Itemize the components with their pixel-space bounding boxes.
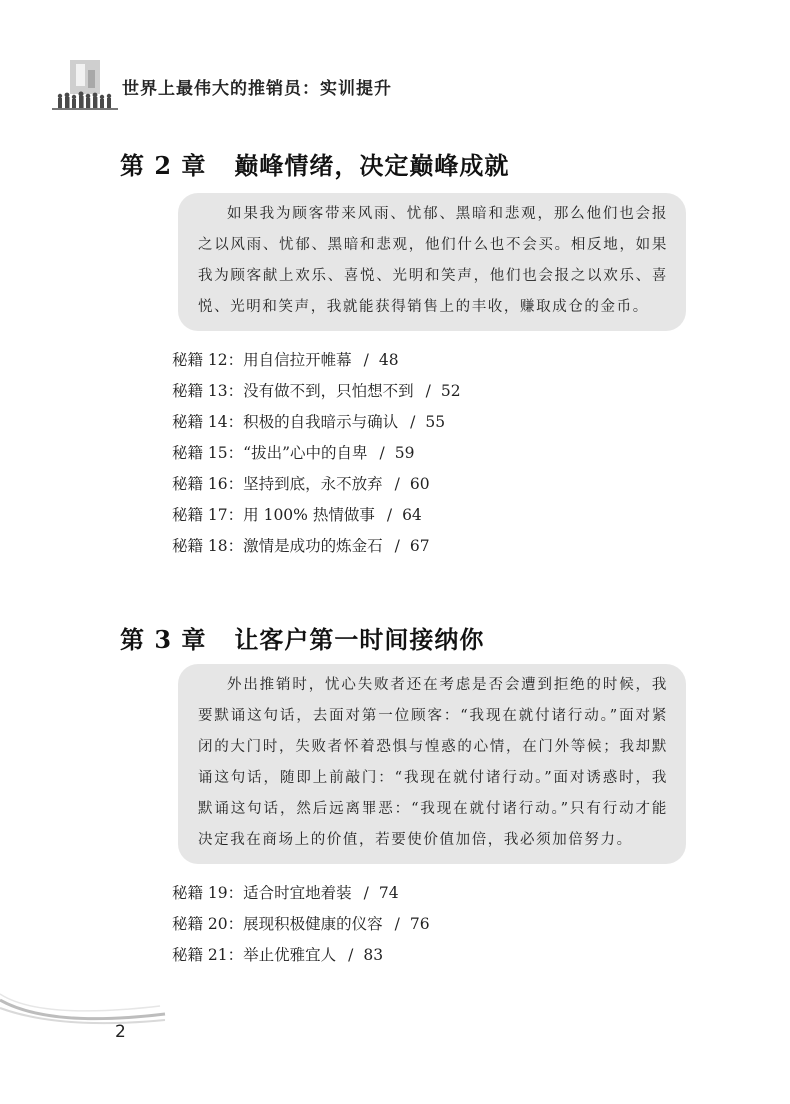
toc-entry[interactable]: 秘籍 14：积极的自我暗示与确认 / 55 — [172, 413, 446, 431]
chapter-2-toc — [172, 345, 461, 562]
toc-entry[interactable]: 秘籍 18：激情是成功的炼金石 / 67 — [172, 537, 430, 555]
toc-entry[interactable]: 秘籍 16：坚持到底，永不放弃 / 60 — [172, 475, 430, 493]
toc-entry-page: 60 — [409, 475, 430, 493]
chapter-3-quote: 外出推销时，忧心失败者还在考虑是否会遭到拒绝的时候，我要默诵这句话，去面对第一位顾客：“我现在就付诸行动。”面对紧闭的大门时，失败者怀着恐惧与惶惑的心情，在门外等候；我却默诵这句话，随即上前敲门：“我现在就付诸行动。”面对诱惑时，我默诵这句话，然后远离罪恶：“我现在就付诸行动。”只有行动才能决定我在商场上的价值，若要使价值加倍，我必须加倍努力。 — [198, 677, 668, 848]
chapter-3-quote-box — [178, 664, 686, 864]
toc-entry-page: 64 — [402, 506, 422, 524]
toc-entry-page: 67 — [409, 537, 430, 555]
chapter-2-number: 第 2 章 — [120, 151, 207, 180]
toc-entry-label: 秘籍 19：适合时宜地着装 — [172, 884, 352, 902]
header-crowd-logo — [52, 60, 122, 112]
chapter-2-quote-box — [178, 193, 686, 331]
toc-entry-label: 秘籍 18：激情是成功的炼金石 — [172, 537, 383, 555]
toc-entry[interactable]: 秘籍 17：用 100% 热情做事 / 64 — [172, 506, 422, 524]
chapter-3-title: 让客户第一时间接纳你 — [234, 625, 485, 654]
toc-entry-label: 秘籍 14：积极的自我暗示与确认 — [172, 413, 399, 431]
toc-entry-page: 74 — [378, 884, 399, 902]
toc-entry[interactable]: 秘籍 20：展现积极健康的仪容 / 76 — [172, 915, 430, 933]
toc-entry-page: 55 — [425, 413, 446, 431]
toc-entry[interactable]: 秘籍 19：适合时宜地着装 / 74 — [172, 884, 399, 902]
toc-entry-label: 秘籍 20：展现积极健康的仪容 — [172, 915, 383, 933]
toc-entry[interactable]: 秘籍 12：用自信拉开帷幕 / 48 — [172, 351, 399, 369]
chapter-3-number: 第 3 章 — [120, 625, 207, 654]
chapter-3-toc — [172, 878, 430, 971]
toc-entry-page: 83 — [363, 946, 384, 964]
toc-entry-page: 76 — [409, 915, 430, 933]
header-title: 世界上最伟大的推销员：实训提升 — [122, 79, 392, 99]
toc-entry-label: 秘籍 21：举止优雅宜人 — [172, 946, 337, 964]
toc-entry[interactable]: 秘籍 13：没有做不到，只怕想不到 / 52 — [172, 382, 461, 400]
toc-entry[interactable]: 秘籍 21：举止优雅宜人 / 83 — [172, 946, 384, 964]
toc-entry[interactable]: 秘籍 15：“拔出”心中的自卑 / 59 — [172, 444, 415, 462]
chapter-2-heading — [120, 146, 509, 181]
toc-entry-page: 52 — [440, 382, 461, 400]
toc-entry-label: 秘籍 13：没有做不到，只怕想不到 — [172, 382, 414, 400]
page-number: 2 — [115, 1022, 126, 1042]
toc-entry-label: 秘籍 17：用 100% 热情做事 — [172, 506, 375, 524]
toc-entry-label: 秘籍 12：用自信拉开帷幕 — [172, 351, 352, 369]
chapter-2-title: 巅峰情绪，决定巅峰成就 — [234, 151, 510, 180]
footer-wave-decoration — [0, 990, 170, 1030]
toc-entry-page: 59 — [394, 444, 415, 462]
chapter-2-quote: 如果我为顾客带来风雨、忧郁、黑暗和悲观，那么他们也会报之以风雨、忧郁、黑暗和悲观，他们什么也不会买。相反地，如果我为顾客献上欢乐、喜悦、光明和笑声，他们也会报之以欢乐、喜悦、光明和笑声，我就能获得销售上的丰收，赚取成仓的金币。 — [198, 206, 668, 315]
running-header — [0, 60, 790, 120]
toc-entry-label: 秘籍 15：“拔出”心中的自卑 — [172, 444, 368, 462]
toc-entry-page: 48 — [378, 351, 399, 369]
chapter-3-heading — [120, 620, 484, 655]
toc-entry-label: 秘籍 16：坚持到底，永不放弃 — [172, 475, 383, 493]
